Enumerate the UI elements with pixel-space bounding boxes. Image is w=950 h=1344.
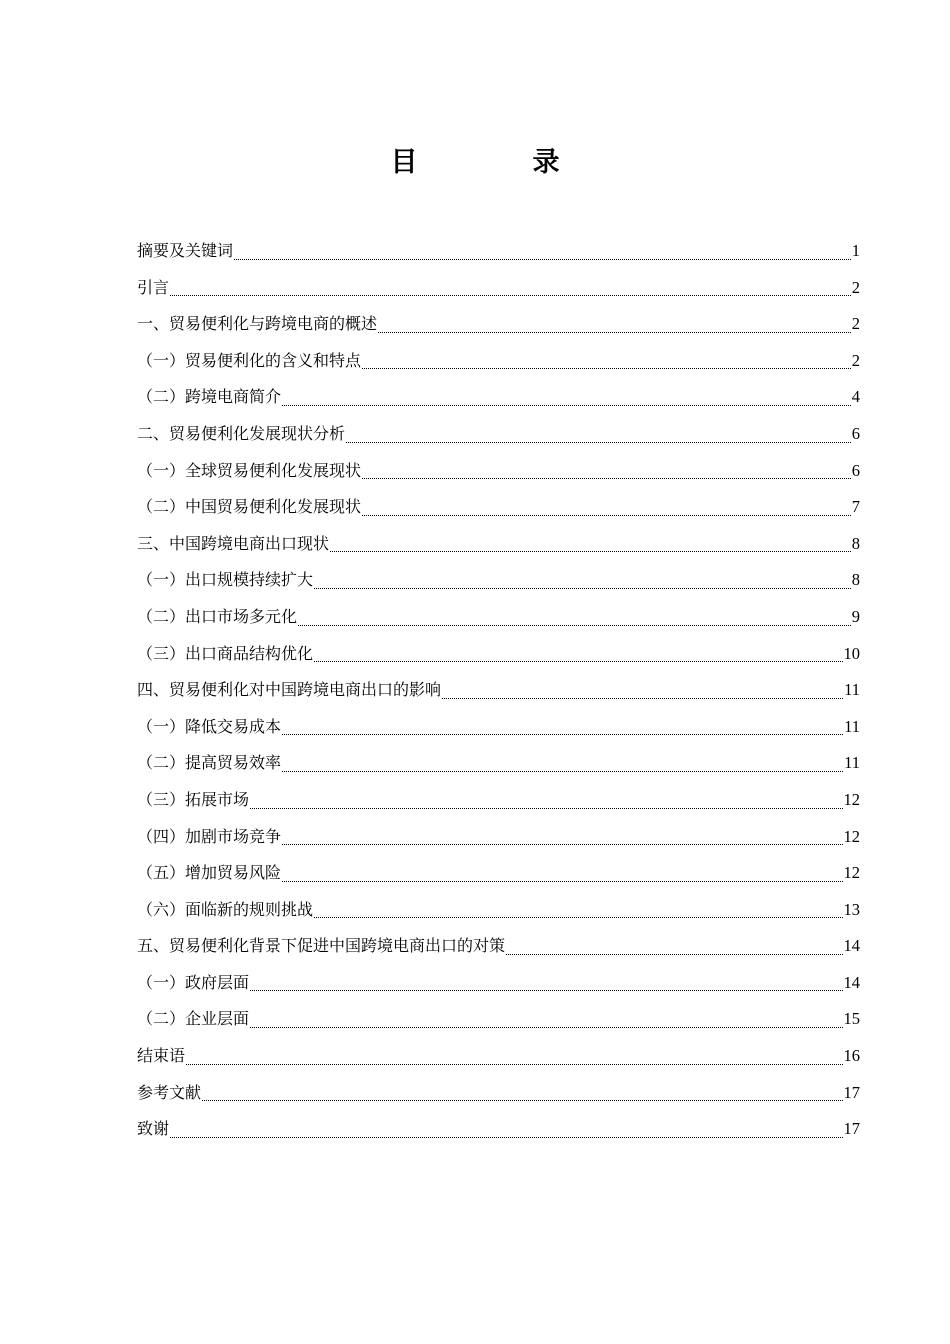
toc-entry-label: （一）贸易便利化的含义和特点	[137, 350, 362, 370]
table-of-contents	[137, 233, 860, 1148]
toc-entry-page: 1	[851, 241, 860, 260]
toc-dot-leader	[249, 965, 843, 1002]
toc-entry-label: （二）企业层面	[137, 1009, 250, 1029]
toc-dot-leader	[505, 928, 843, 965]
toc-entry-label: 三、中国跨境电商出口现状	[137, 533, 330, 553]
toc-entry-page: 14	[843, 972, 860, 992]
toc-entry-label: 一、贸易便利化与跨境电商的概述	[137, 314, 378, 334]
toc-dot-leader	[361, 489, 852, 526]
toc-entry-label: （二）提高贸易效率	[137, 753, 282, 773]
toc-entry-page: 6	[851, 460, 860, 480]
toc-entry-label: （二）跨境电商简介	[137, 387, 282, 407]
toc-entry-label: 致谢	[137, 1119, 170, 1139]
toc-entry[interactable]	[137, 343, 860, 380]
toc-dot-leader	[281, 745, 844, 782]
toc-entry-label: 结束语	[137, 1046, 186, 1066]
toc-entry-page: 9	[851, 606, 860, 626]
toc-entry-page: 17	[843, 1082, 860, 1102]
toc-dot-leader	[281, 709, 844, 746]
toc-entry[interactable]	[137, 489, 860, 526]
toc-dot-leader	[441, 672, 844, 709]
toc-title: 目 录	[390, 147, 604, 178]
toc-entry-page: 11	[844, 753, 860, 773]
toc-entry-page: 2	[851, 350, 860, 370]
toc-entry-label: 引言	[137, 277, 170, 297]
toc-dot-leader	[281, 379, 852, 416]
toc-entry-label: 参考文献	[137, 1082, 202, 1102]
toc-entry-label: （五）增加贸易风险	[137, 863, 282, 883]
toc-entry-page: 11	[844, 716, 860, 736]
toc-entry-label: 五、贸易便利化背景下促进中国跨境电商出口的对策	[137, 936, 506, 956]
toc-entry-page: 8	[851, 570, 860, 590]
toc-entry[interactable]	[137, 745, 860, 782]
toc-dot-leader	[313, 636, 843, 673]
toc-entry[interactable]	[137, 636, 860, 673]
toc-entry-page: 13	[843, 899, 860, 919]
toc-entry-label: （三）拓展市场	[137, 789, 250, 809]
toc-entry-page: 11	[844, 680, 860, 700]
toc-dot-leader	[377, 306, 852, 343]
toc-entry[interactable]	[137, 709, 860, 746]
toc-dot-leader	[297, 599, 852, 636]
toc-entry-label: （六）面临新的规则挑战	[137, 899, 314, 919]
toc-entry[interactable]	[137, 855, 860, 892]
toc-entry-page: 12	[843, 789, 860, 809]
toc-entry[interactable]	[137, 379, 860, 416]
toc-dot-leader	[361, 453, 852, 490]
toc-entry-page: 15	[843, 1009, 860, 1029]
toc-dot-leader	[313, 892, 843, 929]
toc-entry[interactable]	[137, 928, 860, 965]
toc-entry-label: 二、贸易便利化发展现状分析	[137, 423, 346, 443]
toc-entry-page: 14	[843, 936, 860, 956]
toc-dot-leader	[329, 526, 852, 563]
toc-entry[interactable]	[137, 892, 860, 929]
toc-entry[interactable]	[137, 233, 860, 270]
toc-entry[interactable]	[137, 1038, 860, 1075]
toc-entry-page: 2	[851, 314, 860, 334]
toc-entry[interactable]	[137, 672, 860, 709]
toc-entry[interactable]	[137, 562, 860, 599]
toc-entry-label: （一）降低交易成本	[137, 716, 282, 736]
toc-dot-leader	[185, 1038, 843, 1075]
toc-dot-leader	[281, 819, 843, 856]
toc-entry-page: 16	[843, 1046, 860, 1066]
toc-entry-label: 四、贸易便利化对中国跨境电商出口的影响	[137, 680, 442, 700]
toc-entry[interactable]	[137, 416, 860, 453]
toc-dot-leader	[249, 1001, 843, 1038]
toc-entry-label: （一）政府层面	[137, 972, 250, 992]
toc-entry[interactable]	[137, 1075, 860, 1112]
toc-entry[interactable]	[137, 965, 860, 1002]
toc-entry[interactable]	[137, 782, 860, 819]
toc-dot-leader	[249, 782, 843, 819]
toc-dot-leader	[233, 233, 852, 270]
toc-entry-label: （一）出口规模持续扩大	[137, 570, 314, 590]
toc-entry[interactable]	[137, 270, 860, 307]
toc-entry[interactable]	[137, 526, 860, 563]
toc-dot-leader	[281, 855, 843, 892]
toc-entry-label: （二）出口市场多元化	[137, 606, 298, 626]
toc-dot-leader	[345, 416, 852, 453]
toc-entry-page: 12	[843, 826, 860, 846]
toc-entry-page: 17	[843, 1119, 860, 1139]
toc-entry-label: （三）出口商品结构优化	[137, 643, 314, 663]
toc-entry-page: 8	[851, 533, 860, 553]
toc-entry[interactable]	[137, 819, 860, 856]
toc-entry-page: 2	[851, 277, 860, 297]
toc-entry-label: 摘要及关键词	[137, 241, 234, 260]
toc-dot-leader	[169, 270, 852, 307]
toc-entry[interactable]	[137, 1001, 860, 1038]
toc-entry-label: （二）中国贸易便利化发展现状	[137, 497, 362, 517]
toc-entry[interactable]	[137, 1111, 860, 1148]
toc-entry-page: 10	[843, 643, 860, 663]
toc-dot-leader	[313, 562, 852, 599]
toc-entry-page: 6	[851, 423, 860, 443]
toc-dot-leader	[169, 1111, 843, 1148]
toc-dot-leader	[201, 1075, 843, 1112]
toc-entry[interactable]	[137, 306, 860, 343]
toc-entry-page: 4	[851, 387, 860, 407]
toc-entry[interactable]	[137, 453, 860, 490]
toc-entry[interactable]	[137, 599, 860, 636]
toc-entry-page: 7	[851, 497, 860, 517]
toc-entry-page: 12	[843, 863, 860, 883]
toc-entry-label: （一）全球贸易便利化发展现状	[137, 460, 362, 480]
toc-dot-leader	[361, 343, 852, 380]
toc-entry-label: （四）加剧市场竞争	[137, 826, 282, 846]
